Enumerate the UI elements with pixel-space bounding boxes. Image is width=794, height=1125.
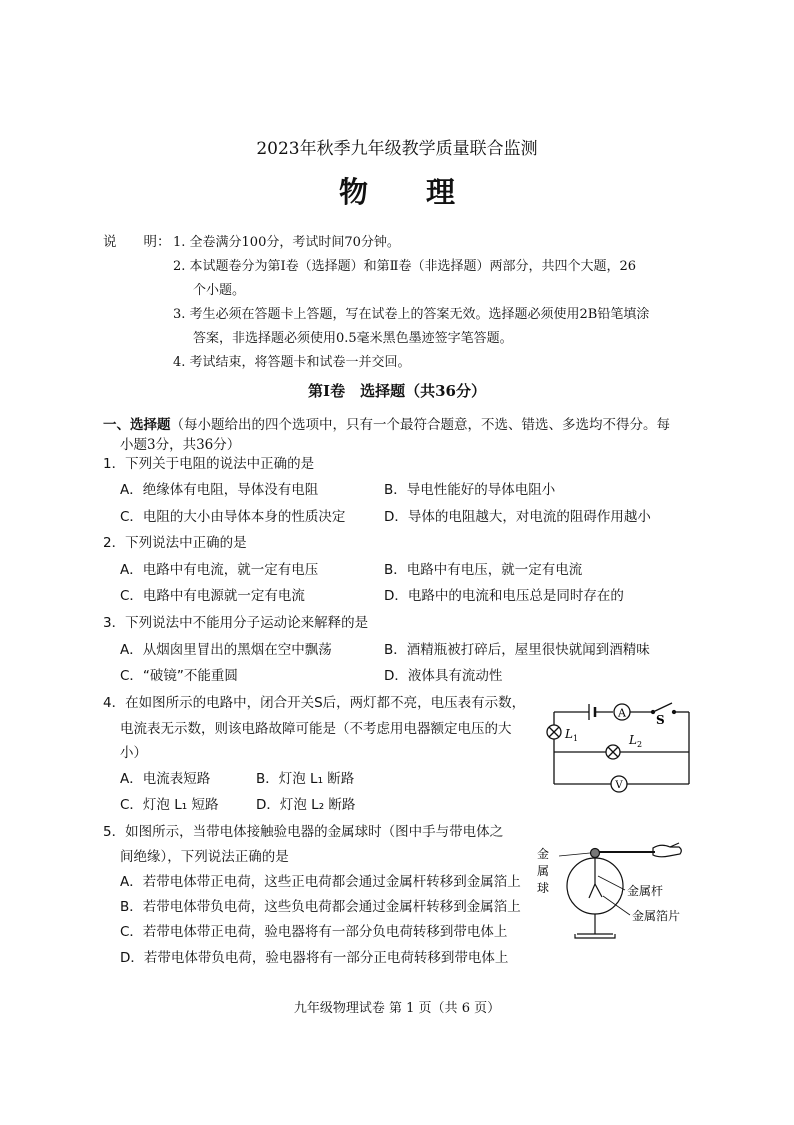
part-heading: [103, 413, 670, 433]
q4-option-b: B．灯泡 L₁ 断路: [256, 771, 355, 787]
question-4-stem-1: 4．在如图所示的电路中，闭合开关S后，两灯都不亮，电压表有示数，: [103, 695, 526, 711]
voltmeter-label: V: [615, 780, 623, 791]
q5-option-c: C．若带电体带正电荷，验电器将有一部分负电荷转移到带电体上: [120, 924, 508, 940]
q4-option-d: D．灯泡 L₂ 断路: [256, 797, 356, 813]
q3-option-b: B．酒精瓶被打碎后，屋里很快就闻到酒精味: [384, 642, 650, 658]
question-4-stem-3: 小）: [120, 745, 147, 761]
section-title: 第Ⅰ卷 选择题（共36分）: [308, 382, 486, 400]
label-ball-2: 属: [537, 864, 550, 878]
q4-option-a: A．电流表短路: [120, 771, 211, 787]
switch-label: S: [656, 713, 665, 727]
electroscope-diagram: [535, 838, 715, 948]
q3-option-d: D．液体具有流动性: [384, 668, 503, 684]
note-1: 1. 全卷满分100分，考试时间70分钟。: [173, 235, 400, 250]
metal-foil-left: [589, 884, 595, 898]
subject-char-1: 物: [338, 175, 368, 209]
note-2-cont: 个小题。: [193, 283, 246, 298]
part-desc-cont: 小题3分，共36分）: [120, 437, 241, 453]
label-ball-1: 金: [537, 847, 550, 861]
label-metal-rod: 金属杆: [627, 884, 664, 898]
part-label: 一、选择题: [103, 417, 171, 433]
note-3: 3. 考生必须在答题卡上答题，写在试卷上的答案无效。选择题必须使用2B铅笔填涂: [173, 307, 650, 322]
q3-option-c: C．“破镜”不能重圆: [120, 668, 238, 684]
q5-option-d: D．若带电体带负电荷，验电器将有一部分正电荷转移到带电体上: [120, 950, 509, 966]
q2-option-a: A．电路中有电流，就一定有电压: [120, 562, 319, 578]
subject-char-2: 理: [426, 175, 456, 209]
notes-label: 说 明：: [103, 234, 171, 250]
question-2-stem: 2．下列说法中正确的是: [103, 535, 247, 551]
switch-blade: [653, 703, 672, 712]
exam-title: 2023年秋季九年级教学质量联合监测: [256, 139, 538, 159]
lamp-l1-sub: 1: [573, 734, 579, 743]
q5-option-b: B．若带电体带负电荷，这些负电荷都会通过金属杆转移到金属箔上: [120, 899, 521, 915]
question-5-stem-1: 5．如图所示，当带电体接触验电器的金属球时（图中手与带电体之: [103, 824, 504, 840]
metal-ball: [591, 849, 600, 858]
q4-option-c: C．灯泡 L₁ 短路: [120, 797, 219, 813]
q1-option-a: A．绝缘体有电阻，导体没有电阻: [120, 482, 319, 498]
lamp-l2-label: L: [629, 733, 637, 747]
question-1-stem: 1．下列关于电阻的说法中正确的是: [103, 456, 315, 472]
q3-option-a: A．从烟囱里冒出的黑烟在空中飘荡: [120, 642, 332, 658]
note-2: 2. 本试题卷分为第Ⅰ卷（选择题）和第Ⅱ卷（非选择题）两部分，共四个大题，26: [173, 259, 637, 274]
label-metal-foil: 金属箔片: [632, 909, 681, 923]
q2-option-c: C．电路中有电源就一定有电流: [120, 588, 305, 604]
q1-option-b: B．导电性能好的导体电阻小: [384, 482, 556, 498]
lamp-l2-sub: 2: [637, 740, 643, 749]
metal-foil-right: [595, 884, 602, 897]
note-4: 4. 考试结束，将答题卡和试卷一并交回。: [173, 355, 411, 370]
lamp-l1-label: L: [565, 727, 573, 741]
question-4-stem-2: 电流表无示数，则该电路故障可能是（不考虑用电器额定电压的大: [120, 721, 512, 737]
part-desc: （每小题给出的四个选项中，只有一个最符合题意，不选、错选、多选均不得分。每: [170, 417, 670, 433]
q2-option-d: D．电路中的电流和电压总是同时存在的: [384, 588, 624, 604]
question-3-stem: 3．下列说法中不能用分子运动论来解释的是: [103, 615, 369, 631]
label-ball-3: 球: [537, 881, 550, 895]
note-3-cont: 答案，非选择题必须使用0.5毫米黑色墨迹签字笔答题。: [193, 331, 513, 346]
ammeter-label: A: [618, 706, 626, 720]
circuit-diagram: [542, 694, 702, 800]
q1-option-c: C．电阻的大小由导体本身的性质决定: [120, 509, 346, 525]
subject-title: [0, 170, 794, 211]
question-5-stem-2: 间绝缘），下列说法正确的是: [120, 849, 289, 865]
q5-option-a: A．若带电体带正电荷，这些正电荷都会通过金属杆转移到金属箔上: [120, 874, 521, 890]
page-footer: 九年级物理试卷 第 1 页（共 6 页）: [293, 1001, 501, 1016]
q1-option-d: D．导体的电阻越大，对电流的阻碍作用越小: [384, 509, 651, 525]
hand-icon: [653, 845, 681, 857]
q2-option-b: B．电路中有电压，就一定有电流: [384, 562, 583, 578]
